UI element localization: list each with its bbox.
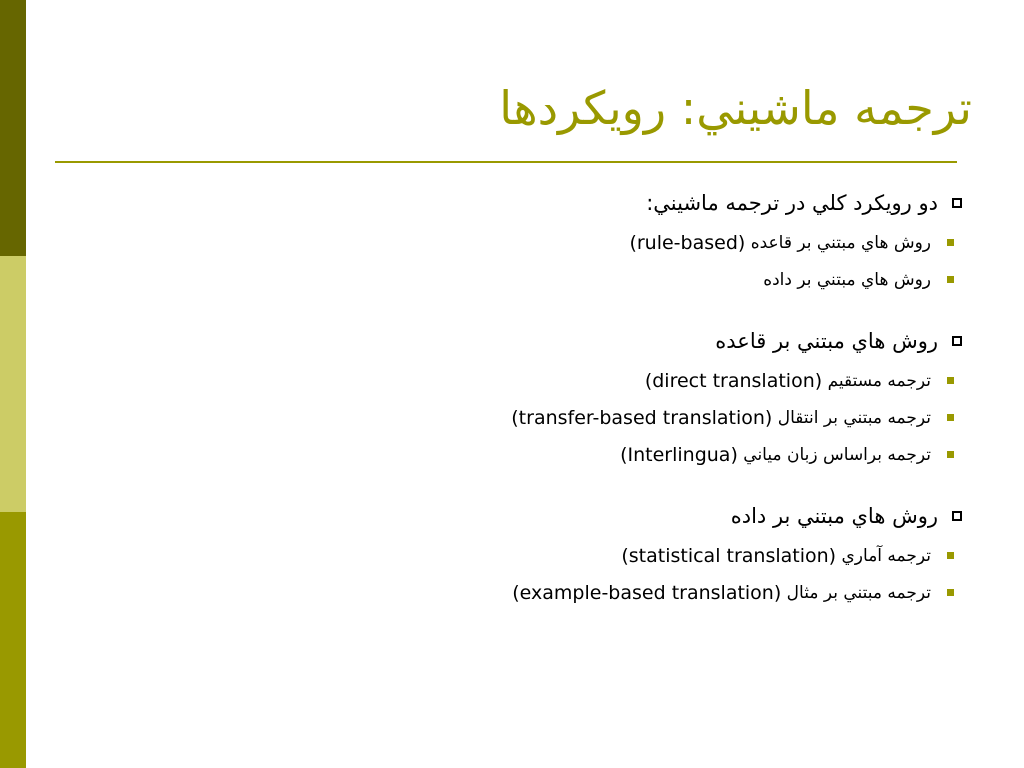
heading-text: روش هاي مبتني بر داده — [730, 504, 938, 528]
list-item — [82, 224, 962, 261]
square-bullet-icon — [947, 377, 954, 384]
section-heading — [82, 320, 962, 362]
slide-body — [82, 182, 962, 611]
square-bullet-icon — [947, 589, 954, 596]
square-bullet-icon — [947, 276, 954, 283]
square-bullet-icon — [947, 239, 954, 246]
item-text-fa: ترجمه آماري — [841, 545, 931, 566]
item-text-en: (example-based translation) — [512, 581, 782, 604]
item-text-fa: ترجمه مبتني بر انتقال — [777, 407, 931, 428]
section-heading — [82, 182, 962, 224]
square-bullet-icon — [947, 451, 954, 458]
item-text-en: (transfer-based translation) — [511, 406, 773, 429]
slide-title: ترجمه ماشيني: رويكردها — [499, 81, 972, 135]
side-band-top — [0, 0, 26, 256]
list-item — [82, 436, 962, 473]
item-text-en: (Interlingua) — [620, 443, 738, 466]
section-data-based — [82, 495, 962, 611]
section-rule-based — [82, 320, 962, 473]
heading-text: روش هاي مبتني بر قاعده — [715, 329, 938, 353]
square-bullet-icon — [952, 198, 962, 208]
item-text-fa: ترجمه مستقيم — [827, 370, 931, 391]
square-bullet-icon — [947, 414, 954, 421]
list-item — [82, 399, 962, 436]
list-item — [82, 574, 962, 611]
list-item — [82, 261, 962, 298]
heading-text: دو رويكرد كلي در ترجمه ماشيني: — [646, 191, 938, 215]
item-text-fa: روش هاي مبتني بر داده — [763, 269, 931, 290]
square-bullet-icon — [952, 336, 962, 346]
section-two-approaches — [82, 182, 962, 298]
item-text-en: (rule-based) — [629, 231, 746, 254]
side-band-middle — [0, 256, 26, 512]
title-divider — [55, 161, 957, 163]
side-band-bottom — [0, 512, 26, 768]
item-text-fa: روش هاي مبتني بر قاعده — [750, 232, 931, 253]
square-bullet-icon — [952, 511, 962, 521]
item-text-fa: ترجمه براساس زبان مياني — [743, 444, 931, 465]
item-text-fa: ترجمه مبتني بر مثال — [786, 582, 931, 603]
list-item — [82, 537, 962, 574]
square-bullet-icon — [947, 552, 954, 559]
item-text-en: (statistical translation) — [621, 544, 837, 567]
section-heading — [82, 495, 962, 537]
list-item — [82, 362, 962, 399]
item-text-en: (direct translation) — [644, 369, 823, 392]
